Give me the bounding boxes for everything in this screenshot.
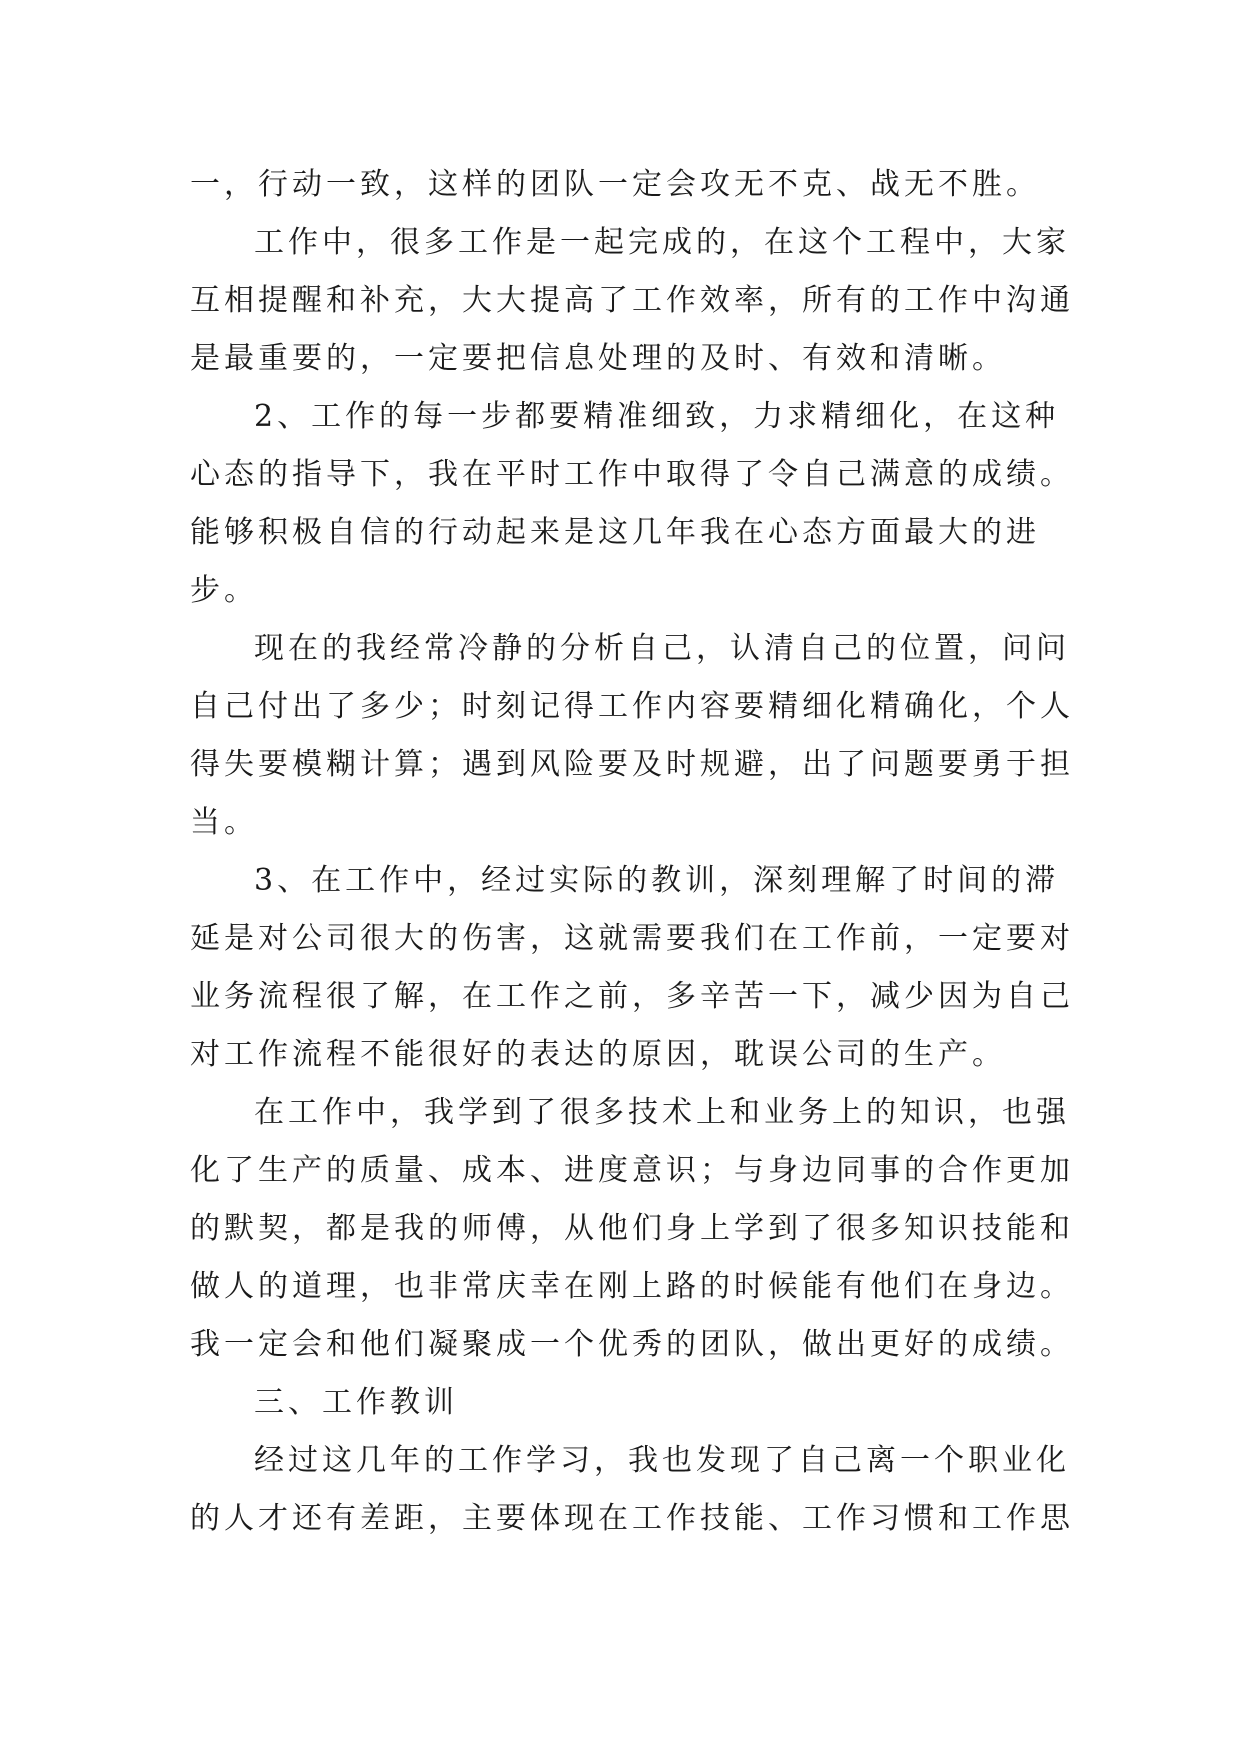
text-line: 我一定会和他们凝聚成一个优秀的团队，做出更好的成绩。 — [190, 1327, 1074, 1362]
text-line: 能够积极自信的行动起来是这几年我在心态方面最大的进 — [190, 515, 1040, 550]
text-line: 的默契，都是我的师傅，从他们身上学到了很多知识技能和 — [190, 1211, 1074, 1246]
text-line: 经过这几年的工作学习，我也发现了自己离一个职业化 — [254, 1443, 1070, 1478]
text-line: 一，行动一致，这样的团队一定会攻无不克、战无不胜。 — [190, 167, 1040, 202]
text-line: 步。 — [190, 573, 258, 608]
text-line: 得失要模糊计算；遇到风险要及时规避，出了问题要勇于担 — [190, 747, 1074, 782]
text-line: 做人的道理，也非常庆幸在刚上路的时候能有他们在身边。 — [190, 1269, 1074, 1304]
text-line: 工作中，很多工作是一起完成的，在这个工程中，大家 — [254, 225, 1070, 260]
text-line: 延是对公司很大的伤害，这就需要我们在工作前，一定要对 — [190, 921, 1074, 956]
text-line: 对工作流程不能很好的表达的原因，耽误公司的生产。 — [190, 1037, 1006, 1072]
text-line: 当。 — [190, 805, 258, 840]
text-line: 心态的指导下，我在平时工作中取得了令自己满意的成绩。 — [190, 457, 1074, 492]
text-line: 业务流程很了解，在工作之前，多辛苦一下，减少因为自己 — [190, 979, 1074, 1014]
section-heading: 三、工作教训 — [254, 1385, 458, 1420]
text-line: 在工作中，我学到了很多技术上和业务上的知识，也强 — [254, 1095, 1070, 1130]
text-line: 互相提醒和补充，大大提高了工作效率，所有的工作中沟通 — [190, 283, 1074, 318]
document-body — [190, 156, 1074, 1548]
text-line: 化了生产的质量、成本、进度意识；与身边同事的合作更加 — [190, 1153, 1074, 1188]
text-line: 3、在工作中，经过实际的教训，深刻理解了时间的滞 — [254, 863, 1060, 898]
text-line: 现在的我经常冷静的分析自己，认清自己的位置，问问 — [254, 631, 1070, 666]
text-line: 是最重要的，一定要把信息处理的及时、有效和清晰。 — [190, 341, 1006, 376]
text-line: 自己付出了多少；时刻记得工作内容要精细化精确化，个人 — [190, 689, 1074, 724]
text-line: 2、工作的每一步都要精准细致，力求精细化，在这种 — [254, 399, 1060, 434]
text-line: 的人才还有差距，主要体现在工作技能、工作习惯和工作思 — [190, 1501, 1074, 1536]
